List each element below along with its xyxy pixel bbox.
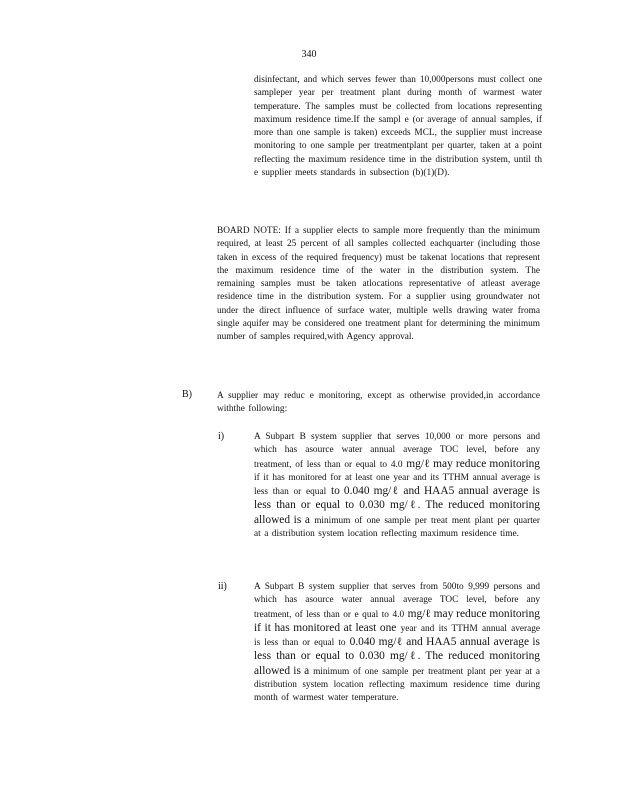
board-note-paragraph: BOARD NOTE: If a supplier elects to sample more frequently than the minimum required, at least 25 percent of all samples collected eachquarter (including those taken in excess of the required frequency) must be takenat locations that represent the maximum residence time of the water in the distribution system. The remaining samples must be taken atlocations representative of atleast average residence time in the distribution system. For a supplier using groundwater not under the direct influence of surface water, multiple wells drawing water froma single aquifer may be considered one treatment plant for determining the minimum number of samples required,with Agency approval. [217,226,540,343]
item-ii-part1: A Subpart B system supplier that serves from 500to 9,999 persons and which has asource water annual average TOC level, before any treatment, of less than or e qual to 4.0 [254,582,540,620]
continuation-paragraph: disinfectant, and which serves fewer than 10,000persons must collect one sampleper year per treatment plant during month of warmest water temperature. The samples must be collected from locations representing maximum residence time.If the sampl e (or average of annual samples, if more than one sample is taken) exceeds MCL, the supplier must increase monitoring to one sample per treatmentplant per quarter, taken at a point reflecting the maximum residence time in the distribution system, until th e supplier meets standards in subsection (b)(1)(D). [254,75,542,179]
item-i-part1: A Subpart B system supplier that serves 10,000 or more persons and which has asource water annual average TOC level, before any treatment, of less than or equal to 4.0 [254,432,540,470]
item-ii-label: ii) [218,581,227,592]
item-i-label: i) [218,431,225,442]
item-ii-part3: year and its TTHM annual average is less than or equal to [254,623,540,649]
item-i-part4: to 0.040 mg/ℓ and HAA5 annual average is less than or equal to 0.030 mg/ℓ. The reduced monitoring allowed is a [254,485,540,526]
item-i-part2: mg/ℓ may reduce monitoring [406,457,540,470]
item-ii-text [254,581,540,706]
item-ii-part5: minimum of one sample per treatment plant per year at a distribution system location reflecting maximum residence time during month of warmest water temperature. [254,666,541,704]
item-i-text [254,431,540,541]
item-i-part3: if it has monitored for at least one year and its TTHM annual average is less than or equal [254,472,540,498]
item-i-part5: minimum of one sample per treat ment plant per quarter at a distribution system location reflecting maximum residence time. [254,515,541,540]
section-b-text: A supplier may reduc e monitoring, except as otherwise provided,in accordance withthe following: [217,391,540,415]
page-number: 340 [301,49,317,60]
section-b-label: B) [182,389,192,400]
item-ii-part4: 0.040 mg/ℓ and HAA5 annual average is less than or equal to 0.030 mg/ℓ. The reduced monitoring allowed is a [254,636,540,677]
item-ii-part2: mg/ℓ may reduce monitoring if it has monitored at least one [254,607,540,634]
